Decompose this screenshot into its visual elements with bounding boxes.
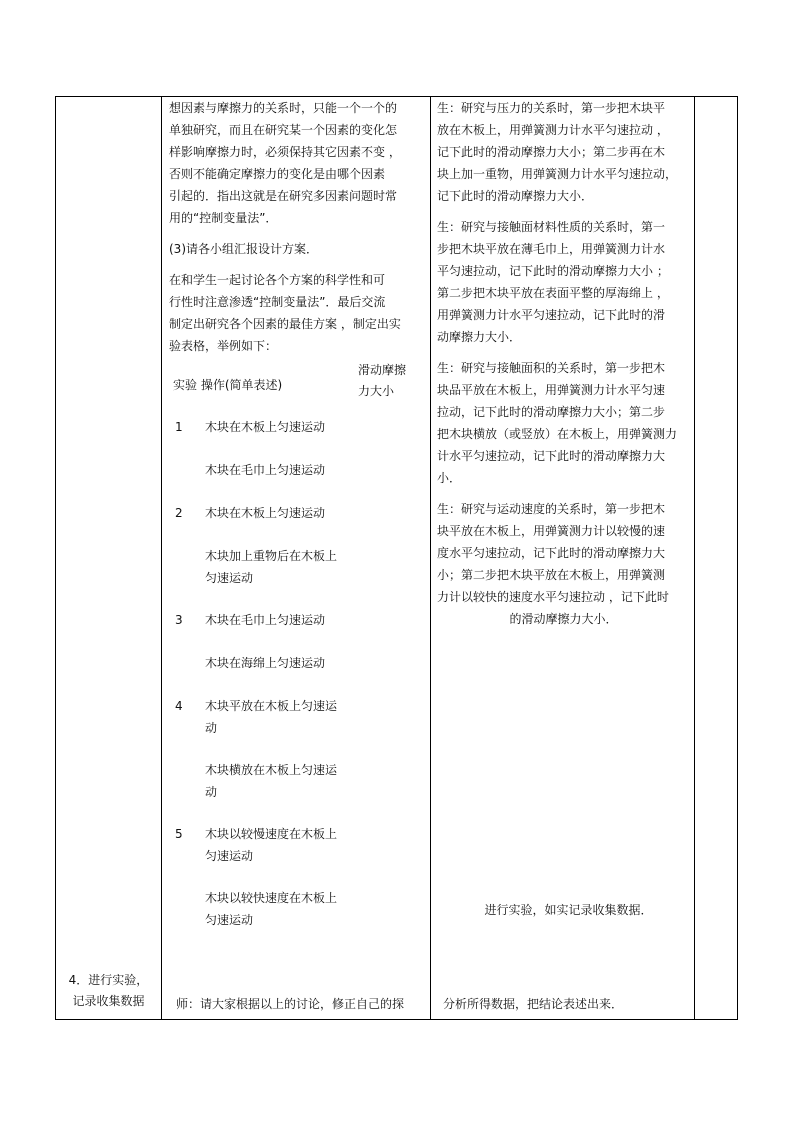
text-line: 生：研究与压力的关系时，第一步把木块平 <box>437 101 666 115</box>
header-friction <box>358 360 418 402</box>
text-line: 第二步把木块平放在表面平整的厚海绵上 ， <box>437 286 669 300</box>
experiment-operation <box>205 652 355 674</box>
text-line: 在和学生一起讨论各个方案的科学性和可 <box>169 273 386 287</box>
experiment-operation <box>205 759 355 803</box>
experiment-operation <box>205 887 355 931</box>
experiment-row <box>168 416 423 459</box>
teacher-column <box>162 97 430 1019</box>
experiment-number: 1 <box>175 420 183 434</box>
experiment-operation-line: 动 <box>205 721 218 735</box>
experiment-row <box>168 545 423 609</box>
experiment-number: 3 <box>175 613 183 627</box>
text-line: 否则不能确定摩擦力的变化是由哪个因素 <box>169 167 386 181</box>
experiment-operation <box>205 459 355 481</box>
student-response <box>431 216 694 348</box>
experiment-table <box>168 360 423 951</box>
notes-column <box>695 97 739 1019</box>
experiment-operation-line: 木块在木板上匀速运动 <box>205 506 326 520</box>
text-line: 放在木板上，用弹簧测力计水平匀速拉动 ， <box>437 123 669 137</box>
text-line: 用弹簧测力计水平匀速拉动，记下此时的滑 <box>437 308 666 322</box>
experiment-operation-line: 匀速运动 <box>205 913 254 927</box>
text-line: 记下此时的滑动摩擦力大小． <box>437 189 594 203</box>
student-response <box>431 357 694 489</box>
experiment-operation-line: 木块平放在木板上匀速运 <box>205 699 338 713</box>
experiment-operation <box>205 695 355 739</box>
experiment-operation-line: 木块横放在木板上匀速运 <box>205 763 338 777</box>
experiment-operation <box>205 823 355 867</box>
experiment-row <box>168 823 423 887</box>
student-experiment-text: 进行实验，如实记录收集数据． <box>484 903 653 917</box>
text-line: 用的“控制变量法”． <box>169 211 278 225</box>
text-line: 步把木块平放在薄毛巾上，用弹簧测力计水 <box>437 242 666 256</box>
text-line: 块品平放在木板上，用弹簧测力计水平匀速 <box>437 383 666 397</box>
experiment-operation-line: 木块在毛巾上匀速运动 <box>205 613 326 627</box>
experiment-operation-line: 木块以较慢速度在木板上 <box>205 827 338 841</box>
experiment-operation-line: 木块加上重物后在木板上 <box>205 549 338 563</box>
text-line: 行性时注意渗透“控制变量法”．最后交流 <box>169 295 386 309</box>
experiment-operation <box>205 416 355 438</box>
text-line: 拉动，记下此时的滑动摩擦力大小；第二步 <box>437 405 666 419</box>
text-line: 把木块横放（或竖放）在木板上，用弹簧测力 <box>437 427 678 441</box>
header-friction-line: 滑动摩擦 <box>358 363 407 377</box>
experiment-operation-line: 木块在海绵上匀速运动 <box>205 656 326 670</box>
text-line: 小． <box>437 471 462 485</box>
experiment-number: 5 <box>175 827 183 841</box>
text-line: 计水平匀速拉动，记下此时的滑动摩擦力大 <box>437 449 666 463</box>
text-line: 块上加一重物，用弹簧测力计水平匀速拉动， <box>437 167 678 181</box>
text-line: 生：研究与接触面材料性质的关系时，第一 <box>437 220 666 234</box>
experiment-row <box>168 652 423 695</box>
experiment-operation <box>205 609 355 631</box>
experiment-row <box>168 695 423 759</box>
header-friction-line: 力大小 <box>358 384 395 398</box>
text-line: 生：研究与运动速度的关系时，第一步把木 <box>437 502 666 516</box>
text-line: 样影响摩擦力时，必须保持其它因素不变 ， <box>169 145 401 159</box>
experiment-row <box>168 759 423 823</box>
step-label-line: 4．进行实验， <box>68 973 149 987</box>
student-analysis-text: 分析所得数据，把结论表述出来． <box>443 997 624 1011</box>
text-line: 平匀速拉动，记下此时的滑动摩擦力大小 ； <box>437 264 669 278</box>
experiment-row <box>168 609 423 652</box>
step-column <box>56 97 161 1019</box>
teacher-bottom-text: 师：请大家根据以上的讨论，修正自己的探 <box>176 997 405 1011</box>
text-line: 度水平匀速拉动，记下此时的滑动摩擦力大 <box>437 546 666 560</box>
text-line: 力计以较快的速度水平匀速拉动 ，记下此时 <box>437 590 669 604</box>
experiment-operation <box>205 502 355 524</box>
text-line: 的滑动摩擦力大小． <box>509 612 618 626</box>
student-column <box>431 97 694 1019</box>
teacher-paragraph-2: (3)请各小组汇报设计方案． <box>169 242 318 256</box>
experiment-operation-line: 动 <box>205 785 218 799</box>
text-line: 想因素与摩擦力的关系时，只能一个一个的 <box>169 101 398 115</box>
experiment-table-header <box>168 360 423 416</box>
experiment-operation-line: 木块在毛巾上匀速运动 <box>205 463 326 477</box>
experiment-operation-line: 木块以较快速度在木板上 <box>205 891 338 905</box>
text-line: 生：研究与接触面积的关系时，第一步把木 <box>437 361 666 375</box>
experiment-row <box>168 887 423 951</box>
experiment-number: 4 <box>175 699 183 713</box>
text-line: 制定出研究各个因素的最佳方案 ，制定出实 <box>169 317 401 331</box>
teacher-paragraph-1 <box>162 97 430 229</box>
experiment-operation-line: 匀速运动 <box>205 571 254 585</box>
experiment-operation <box>205 545 355 589</box>
experiment-row <box>168 502 423 545</box>
lesson-table <box>55 96 738 1020</box>
experiment-operation-line: 匀速运动 <box>205 849 254 863</box>
text-line: 动摩擦力大小． <box>437 330 522 344</box>
step-label-line: 记录收集数据 <box>72 994 145 1008</box>
text-line: 小；第二步把木块平放在木板上，用弹簧测 <box>437 568 666 582</box>
text-line: 块平放在木板上，用弹簧测力计以较慢的速 <box>437 524 666 538</box>
text-line: 验表格，举例如下： <box>169 339 278 353</box>
student-response <box>431 97 694 207</box>
text-line: 单独研究，而且在研究某一个因素的变化怎 <box>169 123 398 137</box>
experiment-operation-line: 木块在木板上匀速运动 <box>205 420 326 434</box>
student-response <box>431 498 694 630</box>
text-line: 引起的．指出这就是在研究多因素问题时常 <box>169 189 398 203</box>
experiment-row <box>168 459 423 502</box>
header-operation: 实验 操作(简单表述) <box>173 378 283 392</box>
teacher-paragraph-3 <box>162 269 430 357</box>
experiment-number: 2 <box>175 506 183 520</box>
text-line: 记下此时的滑动摩擦力大小；第二步再在木 <box>437 145 666 159</box>
step-label <box>56 970 161 1012</box>
